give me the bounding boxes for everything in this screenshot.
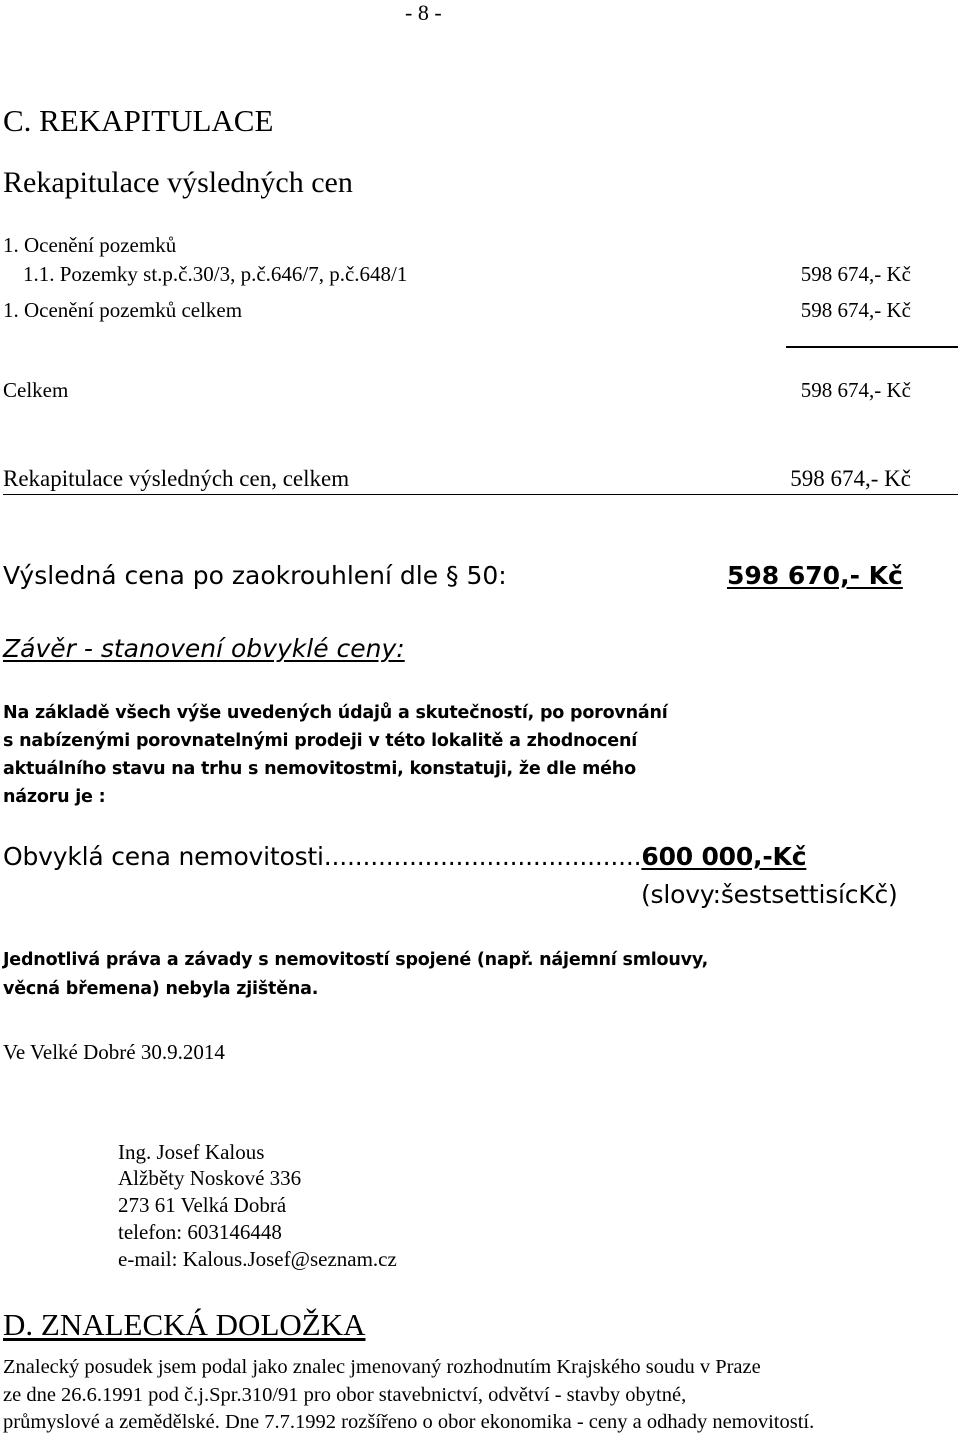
item-1-label: 1. Ocenění pozemků: [3, 233, 177, 257]
subtotal-rule: [786, 346, 958, 348]
item-1-total-value: 598 674,- Kč: [800, 298, 911, 322]
signature-phone: telefon: 603146448: [118, 1220, 282, 1244]
usual-price-label: Obvyklá cena nemovitosti.........................................: [3, 842, 642, 871]
signature-name: Ing. Josef Kalous: [118, 1140, 265, 1164]
conclusion-line-2: s nabízenými porovnatelnými prodeji v této lokalitě a zhodnocení: [3, 731, 637, 751]
section-c-heading: C. REKAPITULACE: [3, 103, 274, 138]
page-number: - 8 -: [405, 0, 442, 25]
recap-total-label: Rekapitulace výsledných cen, celkem: [3, 466, 350, 491]
item-1-1-label: 1.1. Pozemky st.p.č.30/3, p.č.646/7, p.č.648/1: [23, 262, 408, 286]
clause-line-1: Znalecký posudek jsem podal jako znalec jmenovaný rozhodnutím Krajského soudu v Praze: [3, 1356, 761, 1378]
clause-line-2: ze dne 26.6.1991 pod č.j.Spr.310/91 pro obor stavebnictví, odvětví - stavby obytné,: [3, 1384, 687, 1406]
rounded-price-label: Výsledná cena po zaokrouhlení dle § 50:: [3, 561, 507, 590]
celkem-value: 598 674,- Kč: [800, 378, 911, 402]
conclusion-line-1: Na základě všech výše uvedených údajů a skutečností, po porovnání: [3, 703, 668, 723]
signature-email: e-mail: Kalous.Josef@seznam.cz: [118, 1247, 397, 1271]
celkem-label: Celkem: [3, 378, 69, 402]
signature-city: 273 61 Velká Dobrá: [118, 1193, 287, 1217]
rights-line-2: věcná břemena) nebyla zjištěna.: [3, 979, 319, 999]
usual-price-words: (slovy:šestsettisícKč): [641, 880, 898, 909]
clause-line-3: průmyslové a zemědělské. Dne 7.7.1992 rozšířeno o obor ekonomika - ceny a odhady nemovitostí.: [3, 1411, 815, 1433]
conclusion-heading: Závěr - stanovení obvyklé ceny:: [3, 634, 405, 663]
recap-total-value: 598 674,- Kč: [790, 466, 911, 491]
recap-total-rule: [3, 494, 958, 495]
conclusion-line-3: aktuálního stavu na trhu s nemovitostmi, konstatuji, že dle mého: [3, 759, 636, 779]
recap-subheading: Rekapitulace výsledných cen: [3, 166, 353, 199]
usual-price-value: 600 000,-Kč: [641, 842, 807, 871]
signature-street: Alžběty Noskové 336: [118, 1166, 302, 1190]
rights-line-1: Jednotlivá práva a závady s nemovitostí spojené (např. nájemní smlouvy,: [3, 950, 709, 970]
section-d-heading: D. ZNALECKÁ DOLOŽKA: [3, 1307, 366, 1342]
place-date: Ve Velké Dobré 30.9.2014: [3, 1040, 225, 1064]
item-1-total-label: 1. Ocenění pozemků celkem: [3, 298, 243, 322]
conclusion-line-4: názoru je :: [3, 787, 106, 807]
rounded-price-value: 598 670,- Kč: [727, 561, 903, 590]
item-1-1-value: 598 674,- Kč: [800, 262, 911, 286]
